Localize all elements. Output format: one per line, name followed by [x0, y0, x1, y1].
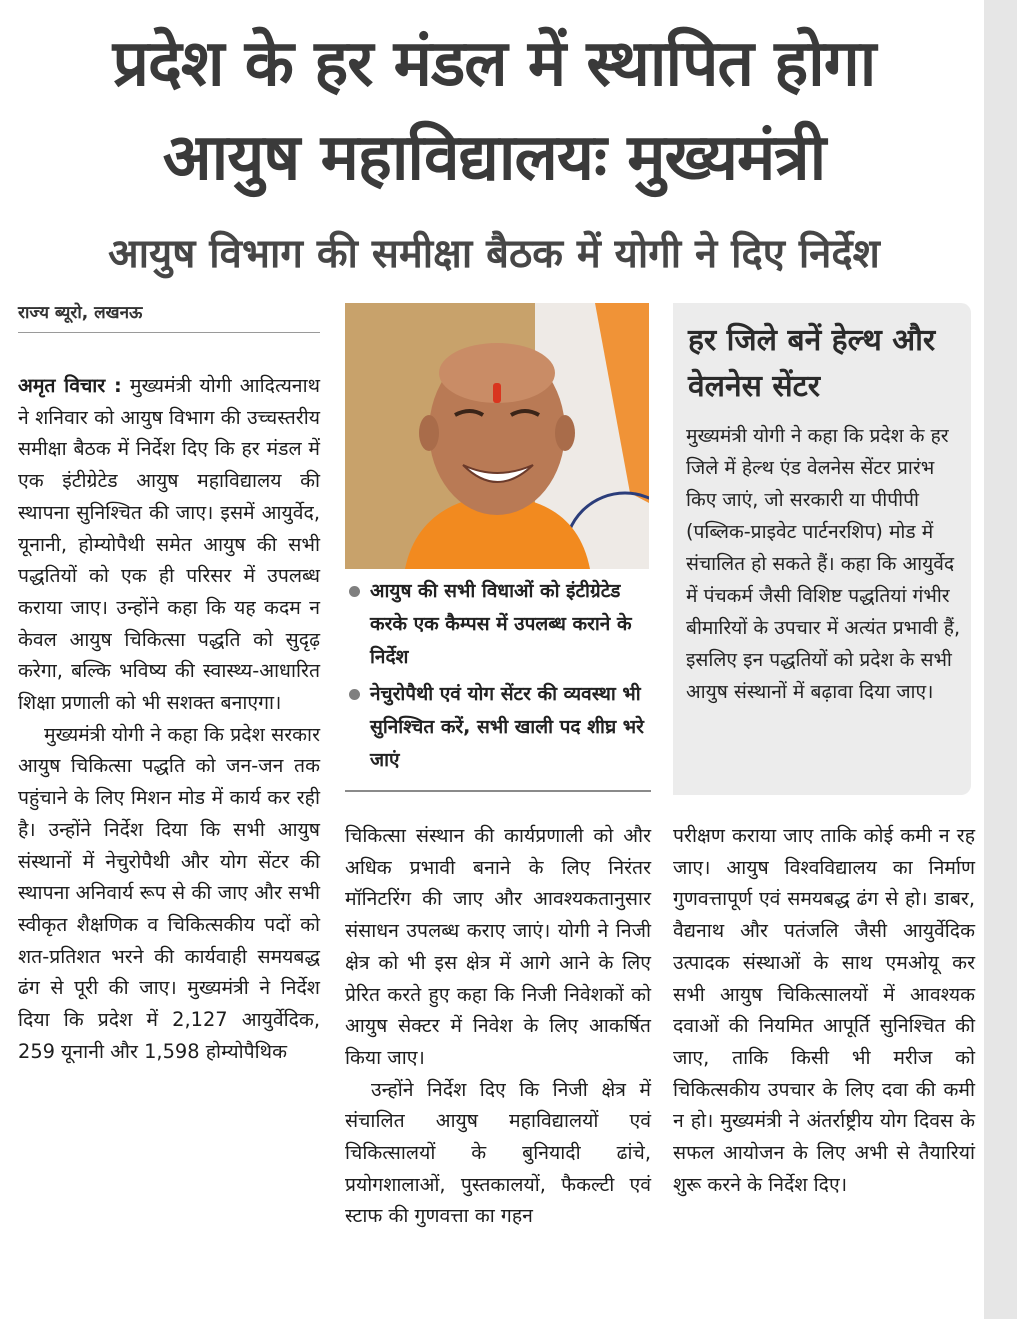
- headline-line-1: प्रदेश के हर मंडल में स्थापित होगा: [112, 27, 876, 101]
- portrait-illustration: [345, 303, 649, 569]
- highlight-item: [345, 678, 649, 777]
- bullet-icon: [349, 586, 360, 597]
- article-paragraph-2: मुख्यमंत्री योगी ने कहा कि प्रदेश सरकार आयुष चिकित्सा पद्धति को जन-जन तक पहुंचाने के लिए मिशन मोड में कार्य कर रही है। उन्होंने निर्देश दिया कि सभी आयुष संस्थानों में नेचुरोपैथी और योग सेंटर की स्थापना अनिवार्य रूप से की जाए और सभी स्वीकृत शैक्षणिक व चिकित्सकीय पदों को शत-प्रतिशत भरने की कार्यवाही समयबद्ध ढंग से पूरी की जाए। मुख्यमंत्री ने निर्देश दिया कि प्रदेश में 2,127 आयुर्वेदिक, 259 यूनानी और 1,598 होम्योपैथिक: [18, 722, 320, 1063]
- chief-minister-photo: [345, 303, 649, 569]
- article-paragraph-3: चिकित्सा संस्थान की कार्यप्रणाली को और अधिक प्रभावी बनाने के लिए निरंतर मॉनिटरिंग की जाए और आवश्यकतानुसार संसाधन उपलब्ध कराए जाएं। योगी ने निजी क्षेत्र को भी इस क्षेत्र में आगे आने के लिए प्रेरित करते हुए कहा कि निजी निवेशकों को आयुष सेक्टर में निवेश के लिए आकर्षित किया जाए।: [345, 824, 651, 1069]
- byline: राज्य ब्यूरो, लखनऊ: [18, 300, 320, 333]
- bullet-icon: [349, 689, 360, 700]
- article-paragraph-4: उन्होंने निर्देश दिए कि निजी क्षेत्र में संचालित आयुष महाविद्यालयों एवं चिकित्सालयों के बुनियादी ढांचे, प्रयोगशालाओं, पुस्तकालयों, फैकल्टी एवं स्टाफ की गुणवत्ता का गहन: [345, 1077, 651, 1228]
- sub-headline: आयुष विभाग की समीक्षा बैठक में योगी ने दिए निर्देश: [108, 231, 880, 277]
- highlight-text: आयुष की सभी विधाओं को इंटीग्रेटेड करके एक कैम्पस में उपलब्ध कराने के निर्देश: [370, 580, 632, 668]
- headline-line-2: आयुष महाविद्यालयः मुख्यमंत्री: [162, 121, 826, 195]
- article-column-3: [673, 820, 975, 1200]
- highlights-divider: [345, 790, 651, 792]
- highlights-list: [345, 575, 649, 781]
- lead-label: अमृत विचार :: [18, 374, 122, 397]
- article-column-2: [345, 820, 651, 1232]
- highlight-text: नेचुरोपैथी एवं योग सेंटर की व्यवस्था भी सुनिश्चित करें, सभी खाली पद शीघ्र भरे जाएं: [370, 683, 644, 771]
- sidebar-title: हर जिले बनें हेल्थ और वेलनेस सेंटर: [688, 323, 936, 404]
- article-paragraph-1: [18, 370, 320, 719]
- article-column-1: [18, 370, 320, 1067]
- page-edge: [984, 0, 1017, 1319]
- article-paragraph-5: परीक्षण कराया जाए ताकि कोई कमी न रह जाए। आयुष विश्वविद्यालय का निर्माण गुणवत्तापूर्ण एवं समयबद्ध ढंग से हो। डाबर, वैद्यनाथ और पतंजलि जैसी आयुर्वेदिक उत्पादक संस्थाओं के साथ एमओयू कर सभी आयुष चिकित्सालयों में आवश्यक दवाओं की नियमित आपूर्ति सुनिश्चित की जाए, ताकि किसी भी मरीज को चिकित्सकीय उपचार के लिए दवा की कमी न हो। मुख्यमंत्री ने अंतर्राष्ट्रीय योग दिवस के सफल आयोजन के लिए अभी से तैयारियां शुरू करने के निर्देश दिए।: [673, 824, 975, 1196]
- sidebar-body: मुख्यमंत्री योगी ने कहा कि प्रदेश के हर जिले में हेल्थ एंड वेलनेस सेंटर प्रारंभ किए जाएं, जो सरकारी या पीपीपी (पब्लिक-प्राइवेट पार्टनरशिप) मोड में संचालित हो सकते हैं। कहा कि आयुर्वेद में पंचकर्म जैसी विशिष्ट पद्धतियां गंभीर बीमारियों के उपचार में अत्यंत प्रभावी हैं, इसलिए इन पद्धतियों को प्रदेश के सभी आयुष संस्थानों में बढ़ावा दिया जाए।: [686, 424, 961, 703]
- highlight-item: [345, 575, 649, 674]
- paragraph-1-text: मुख्यमंत्री योगी आदित्यनाथ ने शनिवार को आयुष विभाग की उच्चस्तरीय समीक्षा बैठक में निर्देश दिए कि हर मंडल में एक इंटीग्रेटेड आयुष महाविद्यालय की स्थापना सुनिश्चित की जाए। इसमें आयुर्वेद, यूनानी, होम्योपैथी समेत आयुष की सभी पद्धतियों को एक ही परिसर में उपलब्ध कराया जाए। उन्होंने कहा कि यह कदम न केवल आयुष चिकित्सा पद्धति को सुदृढ़ करेगा, बल्कि भविष्य की स्वास्थ्य-आधारित शिक्षा प्रणाली को भी सशक्त बनाएगा।: [18, 374, 320, 715]
